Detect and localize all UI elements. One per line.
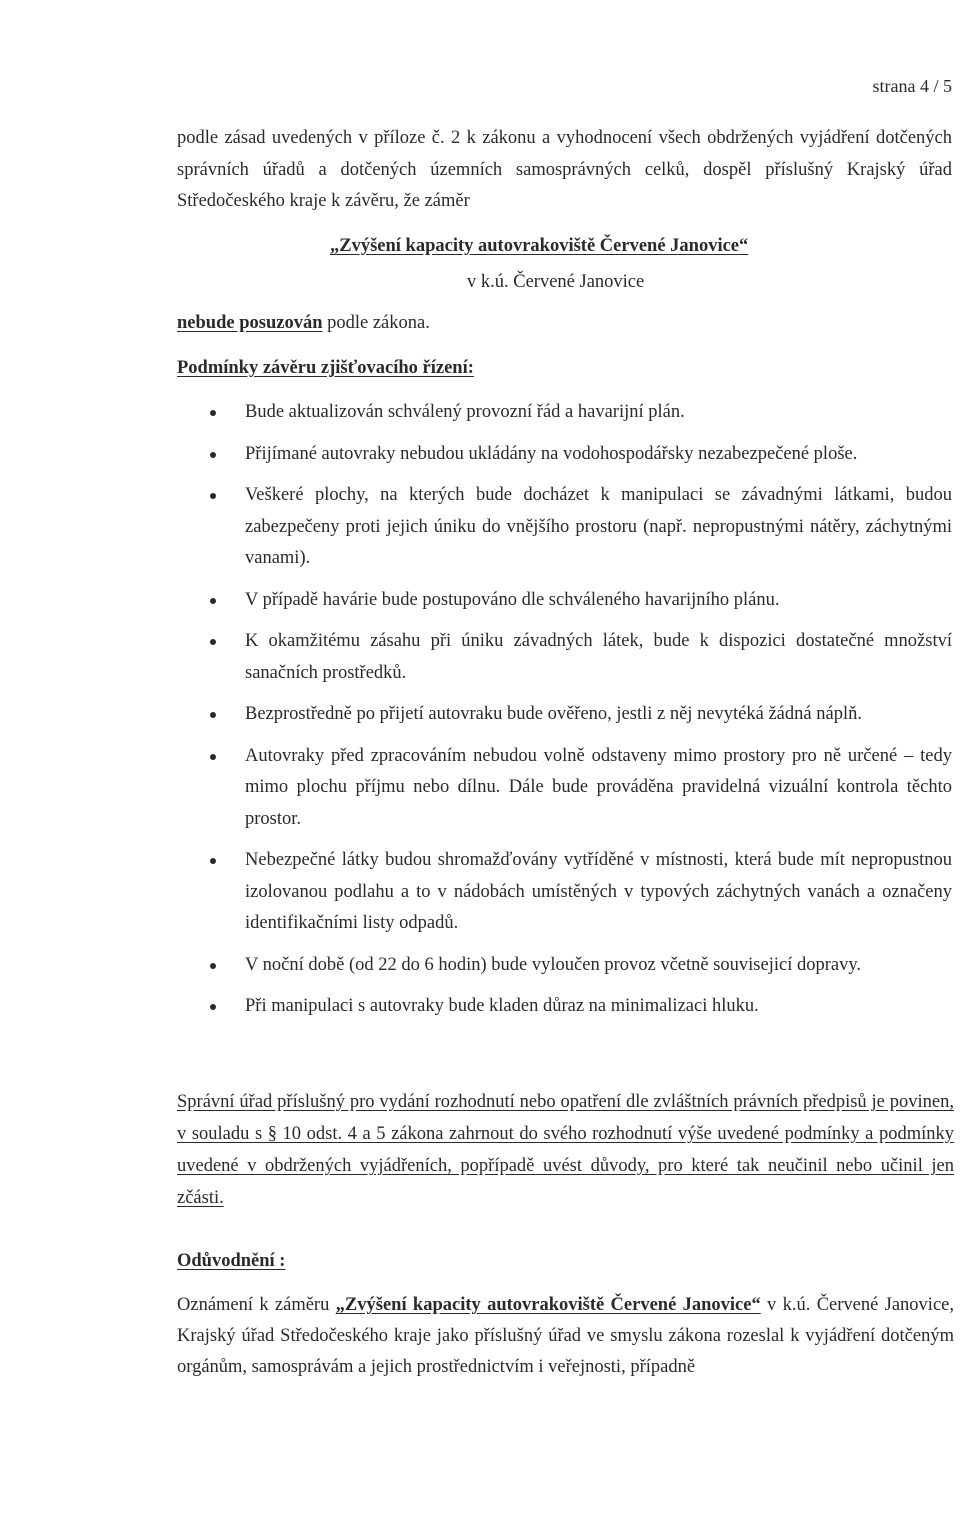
list-item — [210, 626, 952, 689]
bullet-icon — [210, 858, 216, 864]
list-item — [210, 397, 952, 429]
page-number: strana 4 / 5 — [872, 76, 952, 96]
conditions-list — [210, 397, 952, 1033]
list-item — [210, 845, 952, 940]
reasoning-project-title: „Zvýšení kapacity autovrakoviště Červené Janovice“ — [335, 1295, 761, 1315]
project-title: „Zvýšení kapacity autovrakoviště Červené Janovice“ — [330, 236, 749, 256]
bullet-icon — [210, 598, 216, 604]
bullet-icon — [210, 493, 216, 499]
condition-text: Veškeré plochy, na kterých bude docházet k manipulaci se závadnými látkami, budou zabezpečeny proti jejich úniku do vnějšího prostoru (např. nepropustnými nátěry, záchytnými vanami). — [245, 485, 952, 568]
authority-note: Správní úřad příslušný pro vydání rozhodnutí nebo opatření dle zvláštních právních předpisů je povinen, v souladu s § 10 odst. 4 a 5 zákona zahrnout do svého rozhodnutí výše uvedené podmínky a podmínky uvedené v obdržených vyjádřeních, popřípadě uvést důvody, pro které tak neučinil nebo učinil jen zčásti. — [177, 1092, 954, 1208]
reasoning-heading: Odůvodnění : — [177, 1251, 286, 1271]
list-item — [210, 439, 952, 471]
condition-text: Při manipulaci s autovraky bude kladen důraz na minimalizaci hluku. — [245, 996, 759, 1016]
reasoning-paragraph — [177, 1290, 954, 1383]
list-item — [210, 741, 952, 836]
cadastral-area: v k.ú. Červené Janovice — [467, 272, 645, 292]
bullet-icon — [210, 410, 216, 416]
condition-text: Bude aktualizován schválený provozní řád a havarijní plán. — [245, 402, 685, 422]
verdict-emphasis: nebude posuzován — [177, 313, 323, 333]
intro-paragraph: podle zásad uvedených v příloze č. 2 k zákonu a vyhodnocení všech obdržených vyjádření dotčených správních úřadů a dotčených územních samosprávných celků, dospěl příslušný Krajský úřad Středočeského kraje k závěru, že záměr — [177, 128, 952, 211]
bullet-icon — [210, 754, 216, 760]
condition-text: Bezprostředně po přijetí autovraku bude ověřeno, jestli z něj nevytéká žádná náplň. — [245, 704, 862, 724]
verdict-line — [177, 313, 430, 334]
condition-text: Přijímané autovraky nebudou ukládány na vodohospodářsky nezabezpečené ploše. — [245, 443, 858, 464]
bullet-icon — [210, 963, 216, 969]
reasoning-before: Oznámení k záměru — [177, 1295, 336, 1315]
condition-text: V případě havárie bude postupováno dle schváleného havarijního plánu. — [245, 589, 780, 610]
list-item — [210, 991, 952, 1023]
condition-text: Nebezpečné látky budou shromažďovány vytříděné v místnosti, která bude mít nepropustnou izolovanou podlahu a to v nádobách umístěných v typových záchytných vanách a označeny identifikačními listy odpadů. — [245, 850, 952, 933]
reasoning-after: v k.ú. Červené Janovice, Krajský úřad Středočeského kraje jako příslušný úřad ve smyslu zákona rozeslal k vyjádření dotčeným orgánům, samosprávám a jejich prostřednictvím i veřejnosti, případně — [177, 1295, 954, 1377]
list-item — [210, 950, 952, 982]
bullet-icon — [210, 452, 216, 458]
list-item — [210, 480, 952, 575]
condition-text: V noční době (od 22 do 6 hodin) bude vyloučen provoz včetně souvisejicí dopravy. — [245, 954, 862, 975]
verdict-rest: podle zákona. — [322, 313, 430, 333]
bullet-icon — [210, 1004, 216, 1010]
list-item — [210, 699, 952, 731]
condition-text: Autovraky před zpracováním nebudou volně odstaveny mimo prostory pro ně určené – tedy mimo plochu příjmu nebo dílnu. Dále bude prováděna pravidelná vizuální kontrola těchto prostor. — [245, 745, 952, 829]
list-item — [210, 585, 952, 617]
conditions-heading: Podmínky závěru zjišťovacího řízení: — [177, 358, 474, 378]
bullet-icon — [210, 712, 216, 718]
condition-text: K okamžitému zásahu při úniku závadných látek, bude k dispozici dostatečné množství sanačních prostředků. — [245, 631, 952, 683]
bullet-icon — [210, 639, 216, 645]
